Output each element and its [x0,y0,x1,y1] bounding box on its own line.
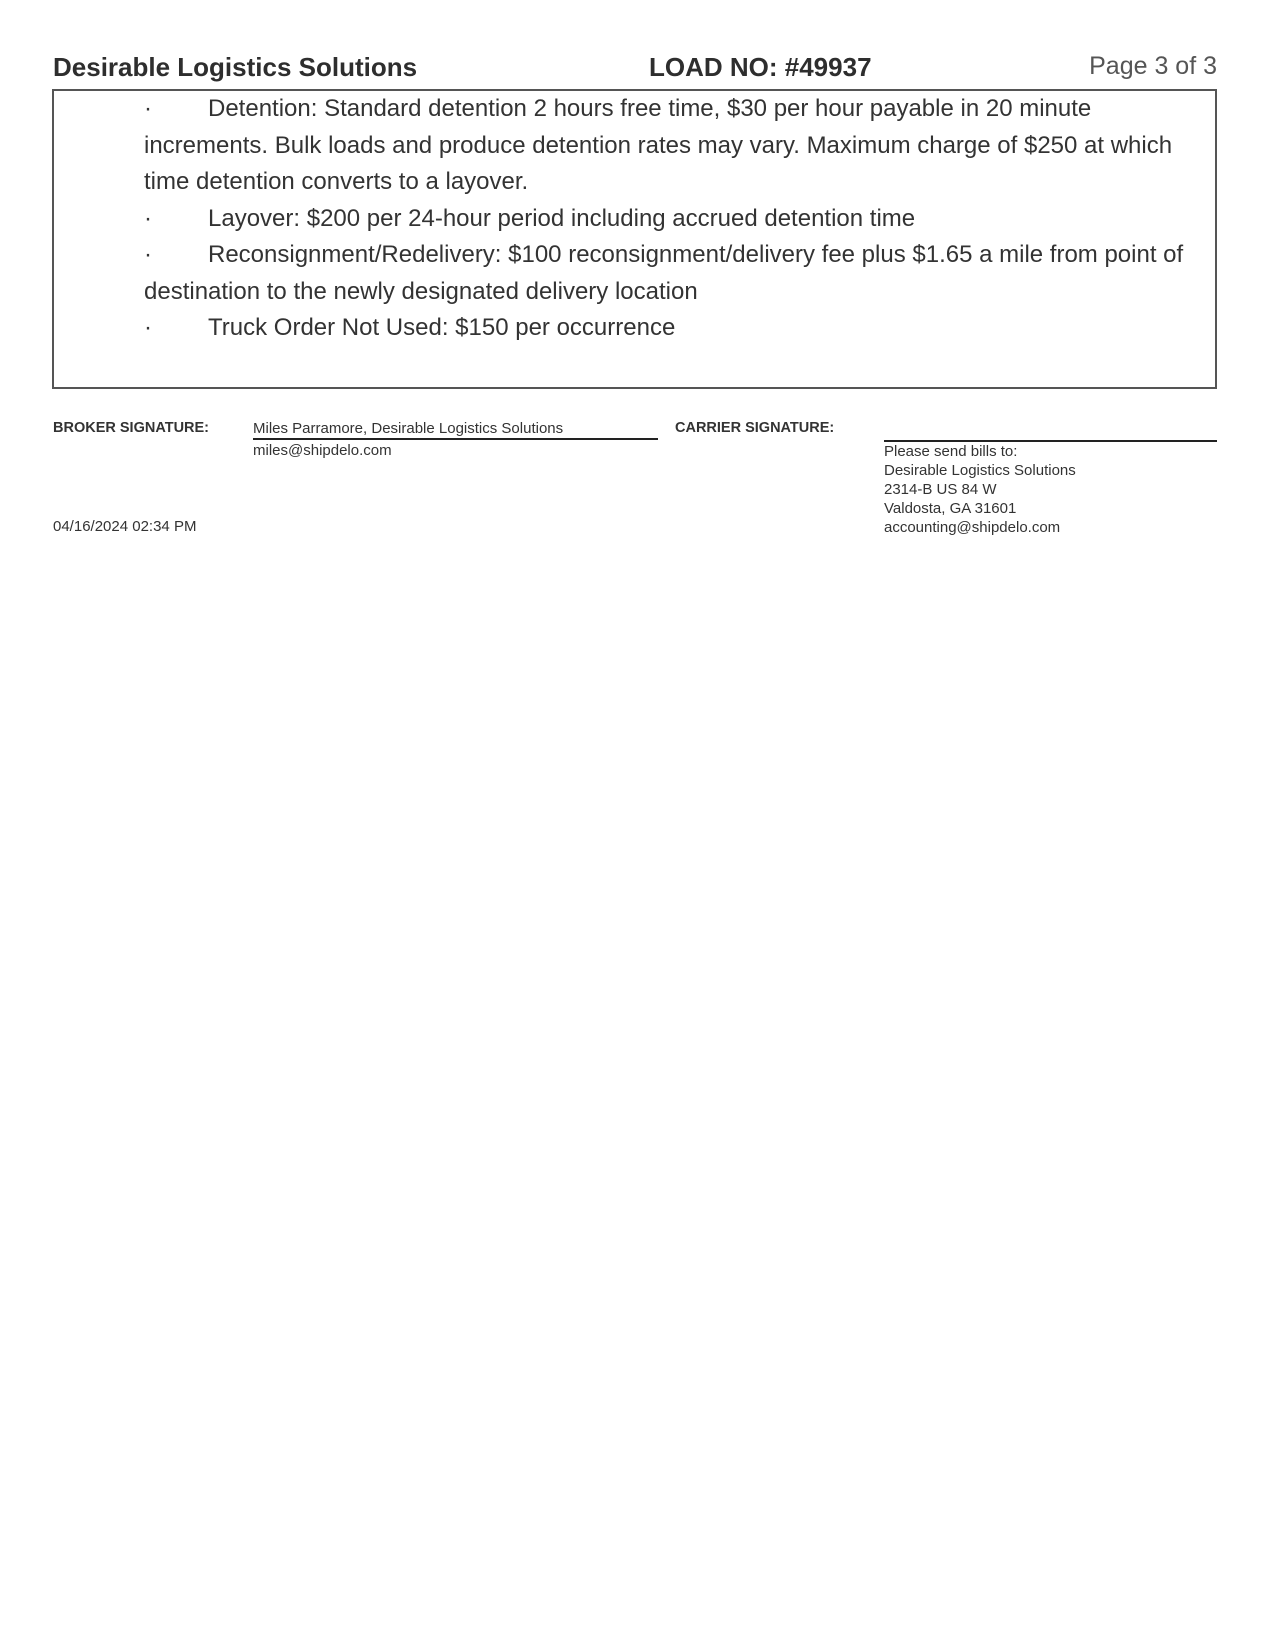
billing-email: accounting@shipdelo.com [884,519,1061,536]
term-text: Reconsignment/Redelivery: $100 reconsignment/delivery fee plus $1.65 a mile from point of destination to the newly designated delivery location [144,241,1184,305]
billing-heading: Please send bills to: [884,443,1018,460]
term-text: Layover: $200 per 24-hour period including accrued detention time [208,204,916,232]
carrier-signature-label: CARRIER SIGNATURE: [675,420,835,436]
bullet-icon: · [144,95,152,122]
term-item-truck-order [144,310,1184,347]
broker-signature-line: Miles Parramore, Desirable Logistics Solutions [253,420,658,440]
load-number: LOAD NO: #49937 [649,52,872,82]
term-item-detention [144,91,1184,201]
timestamp: 04/16/2024 02:34 PM [53,518,197,535]
company-name: Desirable Logistics Solutions [53,52,418,82]
term-text: Truck Order Not Used: $150 per occurrence [208,314,676,341]
signature-area [53,420,1217,540]
billing-street: 2314-B US 84 W [884,481,997,498]
term-item-reconsignment [144,237,1184,310]
bullet-icon: · [144,241,152,268]
billing-city: Valdosta, GA 31601 [884,500,1017,517]
page-number: Page 3 of 3 [1089,52,1217,80]
billing-address [884,442,1076,537]
terms-list [144,91,1184,347]
term-text: Detention: Standard detention 2 hours free time, $30 per hour payable in 20 minute increments. Bulk loads and produce detention rates may vary. Maximum charge of $250 at which time detention converts to a layover. [144,95,1173,195]
carrier-signature-line [884,420,1217,442]
document-header [53,50,1217,88]
bullet-icon: · [144,314,152,341]
billing-company: Desirable Logistics Solutions [884,462,1076,479]
term-item-layover [144,201,1184,238]
broker-email: miles@shipdelo.com [253,442,392,459]
terms-box [52,89,1217,389]
bullet-icon: · [144,204,152,232]
broker-signature-label: BROKER SIGNATURE: [53,420,210,436]
